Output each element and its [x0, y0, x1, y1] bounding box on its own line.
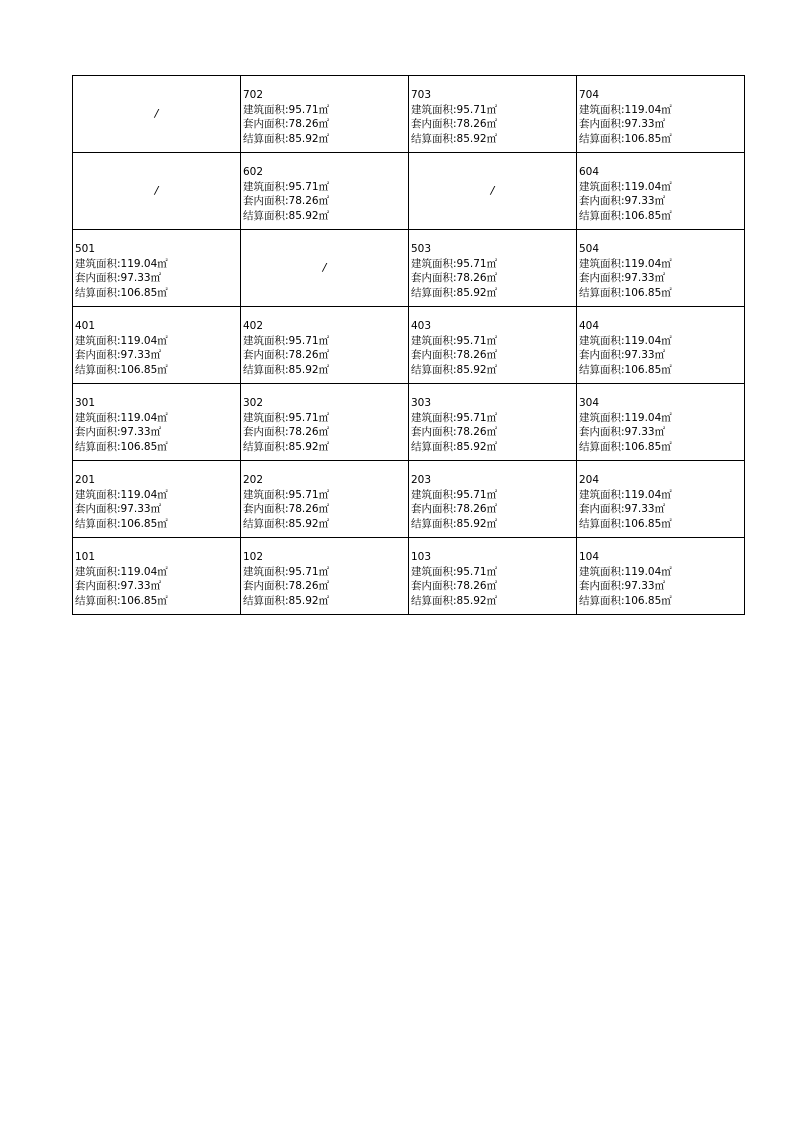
empty-mark: /	[154, 106, 159, 120]
inner-area: 套内面积:78.26㎡	[411, 272, 498, 285]
unit-cell	[577, 384, 745, 461]
room-number: 301	[75, 397, 96, 409]
inner-area: 套内面积:78.26㎡	[243, 118, 330, 131]
unit-cell	[73, 538, 241, 615]
building-area: 建筑面积:119.04㎡	[75, 488, 168, 501]
room-number: 303	[411, 397, 432, 409]
settlement-area: 结算面积:106.85㎡	[579, 363, 672, 376]
room-number: 403	[411, 320, 432, 332]
building-area: 建筑面积:119.04㎡	[579, 103, 672, 116]
room-number: 602	[243, 166, 264, 178]
room-number: 401	[75, 320, 96, 332]
building-area: 建筑面积:95.71㎡	[411, 411, 498, 424]
unit-cell	[409, 461, 577, 538]
settlement-area: 结算面积:106.85㎡	[75, 594, 168, 607]
empty-unit-cell	[73, 76, 241, 153]
settlement-area: 结算面积:106.85㎡	[579, 594, 672, 607]
inner-area: 套内面积:97.33㎡	[579, 272, 666, 285]
inner-area: 套内面积:97.33㎡	[579, 503, 666, 516]
room-number: 503	[411, 243, 432, 255]
inner-area: 套内面积:78.26㎡	[411, 580, 498, 593]
settlement-area: 结算面积:106.85㎡	[579, 132, 672, 145]
inner-area: 套内面积:78.26㎡	[243, 503, 330, 516]
settlement-area: 结算面积:106.85㎡	[75, 363, 168, 376]
building-area: 建筑面积:119.04㎡	[75, 565, 168, 578]
empty-unit-cell	[409, 153, 577, 230]
unit-cell	[409, 384, 577, 461]
room-number: 103	[411, 551, 432, 563]
room-number: 604	[579, 166, 600, 178]
empty-unit-cell	[241, 230, 409, 307]
room-number: 102	[243, 551, 264, 563]
inner-area: 套内面积:97.33㎡	[579, 195, 666, 208]
inner-area: 套内面积:78.26㎡	[243, 426, 330, 439]
building-area: 建筑面积:119.04㎡	[75, 411, 168, 424]
room-number: 302	[243, 397, 264, 409]
settlement-area: 结算面积:85.92㎡	[411, 594, 498, 607]
settlement-area: 结算面积:85.92㎡	[243, 363, 330, 376]
floor-row	[73, 538, 745, 615]
inner-area: 套内面积:97.33㎡	[579, 426, 666, 439]
floor-row	[73, 76, 745, 153]
unit-cell	[577, 76, 745, 153]
unit-table-body	[73, 76, 745, 615]
room-number: 101	[75, 551, 96, 563]
unit-cell	[409, 307, 577, 384]
inner-area: 套内面积:97.33㎡	[579, 349, 666, 362]
room-number: 104	[579, 551, 600, 563]
building-area: 建筑面积:119.04㎡	[579, 488, 672, 501]
settlement-area: 结算面积:106.85㎡	[579, 440, 672, 453]
building-area: 建筑面积:95.71㎡	[243, 488, 330, 501]
building-area: 建筑面积:119.04㎡	[75, 257, 168, 270]
building-area: 建筑面积:95.71㎡	[411, 334, 498, 347]
floor-row	[73, 307, 745, 384]
inner-area: 套内面积:78.26㎡	[243, 195, 330, 208]
floor-row	[73, 384, 745, 461]
unit-cell	[241, 461, 409, 538]
inner-area: 套内面积:78.26㎡	[411, 503, 498, 516]
room-number: 201	[75, 474, 96, 486]
empty-mark: /	[154, 183, 159, 197]
building-area: 建筑面积:119.04㎡	[579, 257, 672, 270]
room-number: 304	[579, 397, 600, 409]
building-area: 建筑面积:95.71㎡	[243, 565, 330, 578]
settlement-area: 结算面积:106.85㎡	[579, 517, 672, 530]
unit-cell	[241, 538, 409, 615]
inner-area: 套内面积:97.33㎡	[579, 118, 666, 131]
settlement-area: 结算面积:85.92㎡	[243, 517, 330, 530]
unit-cell	[241, 76, 409, 153]
unit-cell	[577, 153, 745, 230]
settlement-area: 结算面积:85.92㎡	[243, 132, 330, 145]
settlement-area: 结算面积:85.92㎡	[243, 440, 330, 453]
settlement-area: 结算面积:85.92㎡	[243, 209, 330, 222]
inner-area: 套内面积:97.33㎡	[75, 580, 162, 593]
inner-area: 套内面积:97.33㎡	[75, 426, 162, 439]
inner-area: 套内面积:78.26㎡	[243, 580, 330, 593]
settlement-area: 结算面积:106.85㎡	[579, 286, 672, 299]
room-number: 402	[243, 320, 264, 332]
inner-area: 套内面积:78.26㎡	[411, 349, 498, 362]
inner-area: 套内面积:78.26㎡	[411, 426, 498, 439]
settlement-area: 结算面积:85.92㎡	[243, 594, 330, 607]
unit-area-table	[72, 75, 745, 615]
floor-row	[73, 153, 745, 230]
building-area: 建筑面积:119.04㎡	[75, 334, 168, 347]
unit-cell	[241, 384, 409, 461]
inner-area: 套内面积:78.26㎡	[411, 118, 498, 131]
inner-area: 套内面积:97.33㎡	[75, 272, 162, 285]
inner-area: 套内面积:97.33㎡	[75, 503, 162, 516]
building-area: 建筑面积:95.71㎡	[243, 103, 330, 116]
building-area: 建筑面积:95.71㎡	[411, 565, 498, 578]
settlement-area: 结算面积:85.92㎡	[411, 286, 498, 299]
building-area: 建筑面积:119.04㎡	[579, 334, 672, 347]
building-area: 建筑面积:119.04㎡	[579, 565, 672, 578]
room-number: 404	[579, 320, 600, 332]
unit-cell	[73, 230, 241, 307]
room-number: 204	[579, 474, 600, 486]
inner-area: 套内面积:78.26㎡	[243, 349, 330, 362]
unit-cell	[409, 76, 577, 153]
unit-cell	[577, 307, 745, 384]
room-number: 504	[579, 243, 600, 255]
floor-row	[73, 230, 745, 307]
room-number: 203	[411, 474, 432, 486]
unit-cell	[73, 461, 241, 538]
room-number: 704	[579, 89, 600, 101]
unit-cell	[241, 153, 409, 230]
room-number: 703	[411, 89, 432, 101]
inner-area: 套内面积:97.33㎡	[579, 580, 666, 593]
room-number: 702	[243, 89, 264, 101]
room-number: 202	[243, 474, 264, 486]
building-area: 建筑面积:95.71㎡	[411, 257, 498, 270]
building-area: 建筑面积:95.71㎡	[411, 103, 498, 116]
unit-cell	[577, 461, 745, 538]
settlement-area: 结算面积:106.85㎡	[75, 286, 168, 299]
unit-cell	[409, 230, 577, 307]
settlement-area: 结算面积:85.92㎡	[411, 132, 498, 145]
building-area: 建筑面积:95.71㎡	[243, 411, 330, 424]
settlement-area: 结算面积:106.85㎡	[75, 440, 168, 453]
unit-cell	[241, 307, 409, 384]
building-area: 建筑面积:119.04㎡	[579, 411, 672, 424]
unit-cell	[577, 538, 745, 615]
room-number: 501	[75, 243, 96, 255]
inner-area: 套内面积:97.33㎡	[75, 349, 162, 362]
unit-cell	[73, 384, 241, 461]
settlement-area: 结算面积:85.92㎡	[411, 440, 498, 453]
unit-cell	[73, 307, 241, 384]
building-area: 建筑面积:95.71㎡	[243, 180, 330, 193]
unit-cell	[577, 230, 745, 307]
empty-mark: /	[490, 183, 495, 197]
settlement-area: 结算面积:106.85㎡	[579, 209, 672, 222]
empty-unit-cell	[73, 153, 241, 230]
building-area: 建筑面积:119.04㎡	[579, 180, 672, 193]
settlement-area: 结算面积:85.92㎡	[411, 363, 498, 376]
unit-cell	[409, 538, 577, 615]
empty-mark: /	[322, 260, 327, 274]
building-area: 建筑面积:95.71㎡	[411, 488, 498, 501]
settlement-area: 结算面积:106.85㎡	[75, 517, 168, 530]
floor-row	[73, 461, 745, 538]
building-area: 建筑面积:95.71㎡	[243, 334, 330, 347]
settlement-area: 结算面积:85.92㎡	[411, 517, 498, 530]
